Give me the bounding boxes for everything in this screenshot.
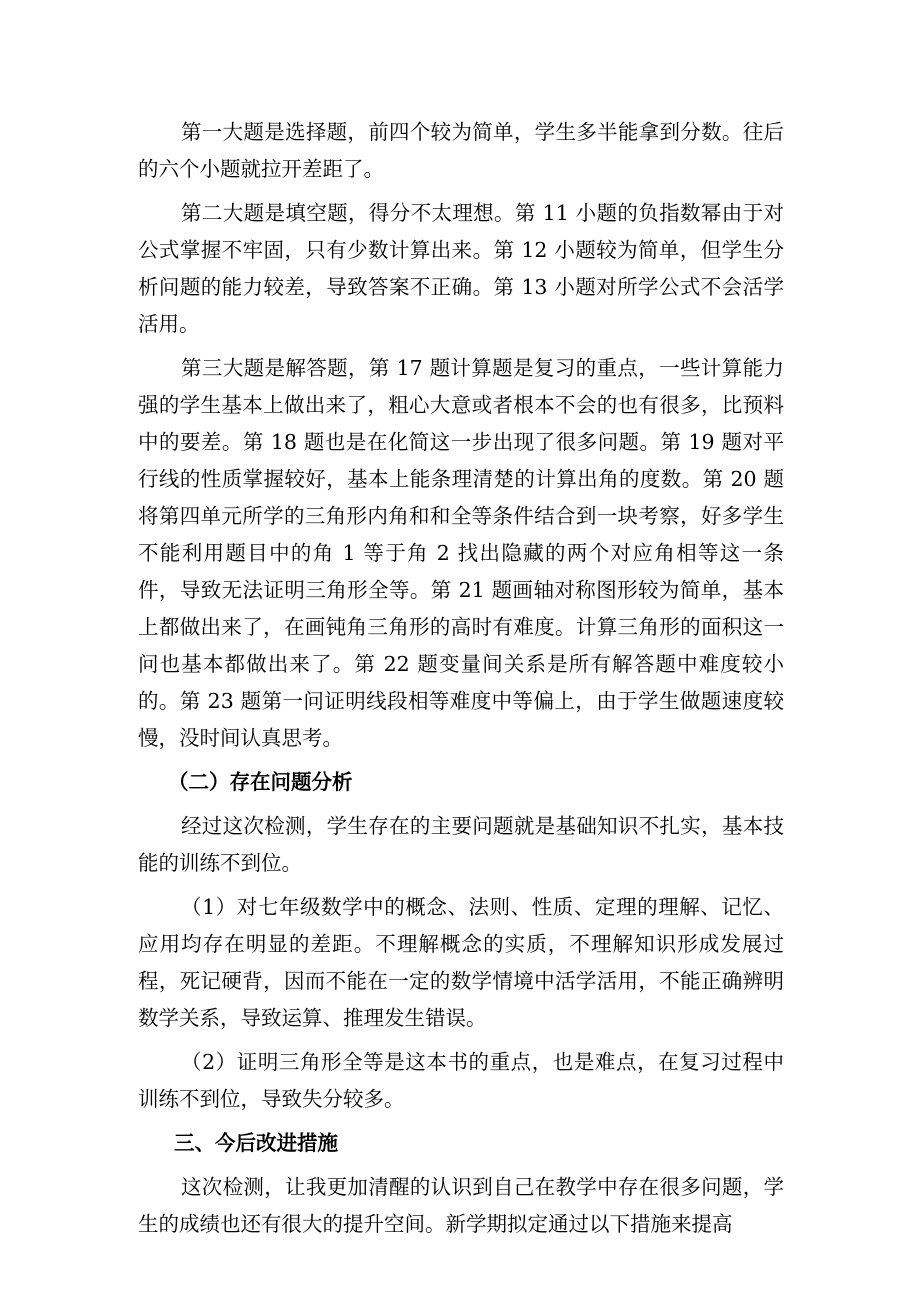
document-page	[138, 114, 784, 1250]
section-heading-improvement-measures: 三、今后改进措施	[174, 1131, 338, 1155]
paragraph-solution-questions: 第三大题是解答题，第 17 题计算题是复习的重点，一些计算能力强的学生基本上做出来了，粗心大意或者根本不会的也有很多，比预料中的要差。第 18 题也是在化简这一步出现了很多问题。第 19 题对平行线的性质掌握较好，基本上能条理清楚的计算出角的度数。第 20 题将第四单元所学的三角形内角和和全等条件结合到一块考察，好多学生不能利用题目中的角 1 等于角 2 找出隐藏的两个对应角相等这一条件，导致无法证明三角形全等。第 21 题画轴对称图形较为简单，基本上都做出来了，在画钝角三角形的高时有难度。计算三角形的面积这一问也基本都做出来了。第 22 题变量间关系是所有解答题中难度较小的。第 23 题第一问证明线段相等难度中等偏上，由于学生做题速度较慢，没时间认真思考。	[138, 356, 784, 750]
paragraph-fill-in-questions: 第二大题是填空题，得分不太理想。第 11 小题的负指数幂由于对公式掌握不牢固，只有少数计算出来。第 12 小题较为简单，但学生分析问题的能力较差，导致答案不正确。第 13 小题对所学公式不会活学活用。	[138, 201, 784, 336]
section-heading-problem-analysis: （二）存在问题分析	[168, 770, 353, 794]
paragraph-choice-questions: 第一大题是选择题，前四个较为简单，学生多半能拿到分数。往后的六个小题就拉开差距了。	[138, 120, 784, 181]
paragraph-problem-2: （2）证明三角形全等是这本书的重点，也是难点，在复习过程中训练不到位，导致失分较多。	[138, 1050, 784, 1111]
paragraph-problem-1: （1）对七年级数学中的概念、法则、性质、定理的理解、记忆、应用均存在明显的差距。不理解概念的实质，不理解知识形成发展过程，死记硬背，因而不能在一定的数学情境中活学活用，不能正确辨明数学关系，导致运算、推理发生错误。	[138, 895, 784, 1030]
paragraph-improvement-intro: 这次检测，让我更加清醒的认识到自己在教学中存在很多问题，学生的成绩也还有很大的提升空间。新学期拟定通过以下措施来提高	[138, 1175, 784, 1236]
paragraph-problem-summary: 经过这次检测，学生存在的主要问题就是基础知识不扎实，基本技能的训练不到位。	[138, 814, 784, 875]
